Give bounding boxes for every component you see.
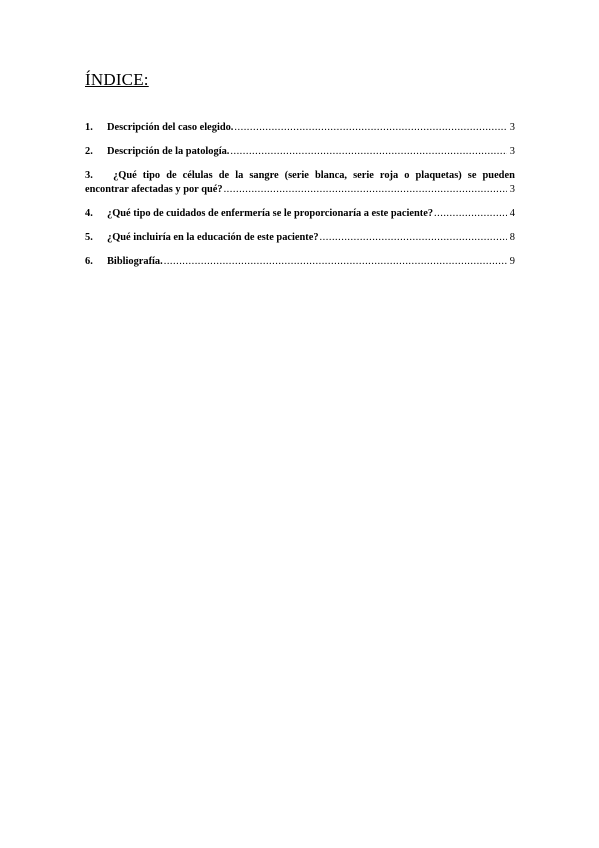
toc-word: pueden [482, 170, 515, 181]
toc-entry[interactable] [85, 231, 515, 245]
toc-entry-text: Bibliografía. [107, 256, 163, 267]
toc-page-number: 3 [509, 122, 515, 133]
toc-dot-leader [164, 255, 507, 269]
toc-dot-leader [234, 121, 506, 135]
toc-entry[interactable] [85, 169, 515, 197]
toc-entry[interactable] [85, 121, 515, 135]
toc-entry-number: 5. [85, 232, 93, 243]
toc-entry-number: 1. [85, 122, 93, 133]
index-title: ÍNDICE: [85, 70, 149, 89]
toc-word: serie [353, 170, 374, 181]
toc-word: células [182, 170, 213, 181]
toc-page-number: 8 [509, 232, 515, 243]
toc-word: ¿Qué [113, 170, 137, 181]
toc-entry-number: 4. [85, 208, 93, 219]
toc-entry[interactable] [85, 207, 515, 221]
toc-entry-second-line [85, 183, 515, 197]
toc-page-number: 9 [509, 256, 515, 267]
toc-entry-text: ¿Qué tipo de cuidados de enfermería se le proporcionaría a este paciente? [107, 208, 434, 219]
toc-word: de [166, 170, 177, 181]
toc-entry[interactable] [85, 255, 515, 269]
toc-dot-leader [320, 231, 507, 245]
toc-dot-leader [224, 183, 507, 197]
toc-page-number: 3 [509, 184, 515, 195]
toc-word: o [404, 170, 410, 181]
toc-entry-text: Descripción del caso elegido. [107, 122, 234, 133]
toc-word: de [218, 170, 230, 181]
toc-word: la [235, 170, 244, 181]
toc-entry-number: 6. [85, 256, 93, 267]
toc-entry-number: 2. [85, 146, 93, 157]
toc-page-number: 3 [509, 146, 515, 157]
toc-entry-text: encontrar afectadas y por qué? [85, 184, 223, 195]
toc-word: (serie [284, 170, 309, 181]
toc-entry-first-line [85, 169, 515, 183]
toc-word: plaquetas) [415, 170, 462, 181]
toc-word: roja [379, 170, 399, 181]
toc-word: sangre [249, 170, 279, 181]
toc-page-number: 4 [509, 208, 515, 219]
toc-entry-number: 3. [85, 170, 93, 181]
toc-dot-leader [230, 145, 506, 159]
toc-word: tipo [142, 170, 161, 181]
toc-entry[interactable] [85, 145, 515, 159]
toc-word: se [467, 170, 477, 181]
toc-entry-text: ¿Qué incluiría en la educación de este paciente? [107, 232, 319, 243]
table-of-contents [85, 121, 515, 269]
toc-word: blanca, [314, 170, 348, 181]
toc-dot-leader [434, 207, 507, 221]
toc-entry-text: Descripción de la patología. [107, 146, 230, 157]
